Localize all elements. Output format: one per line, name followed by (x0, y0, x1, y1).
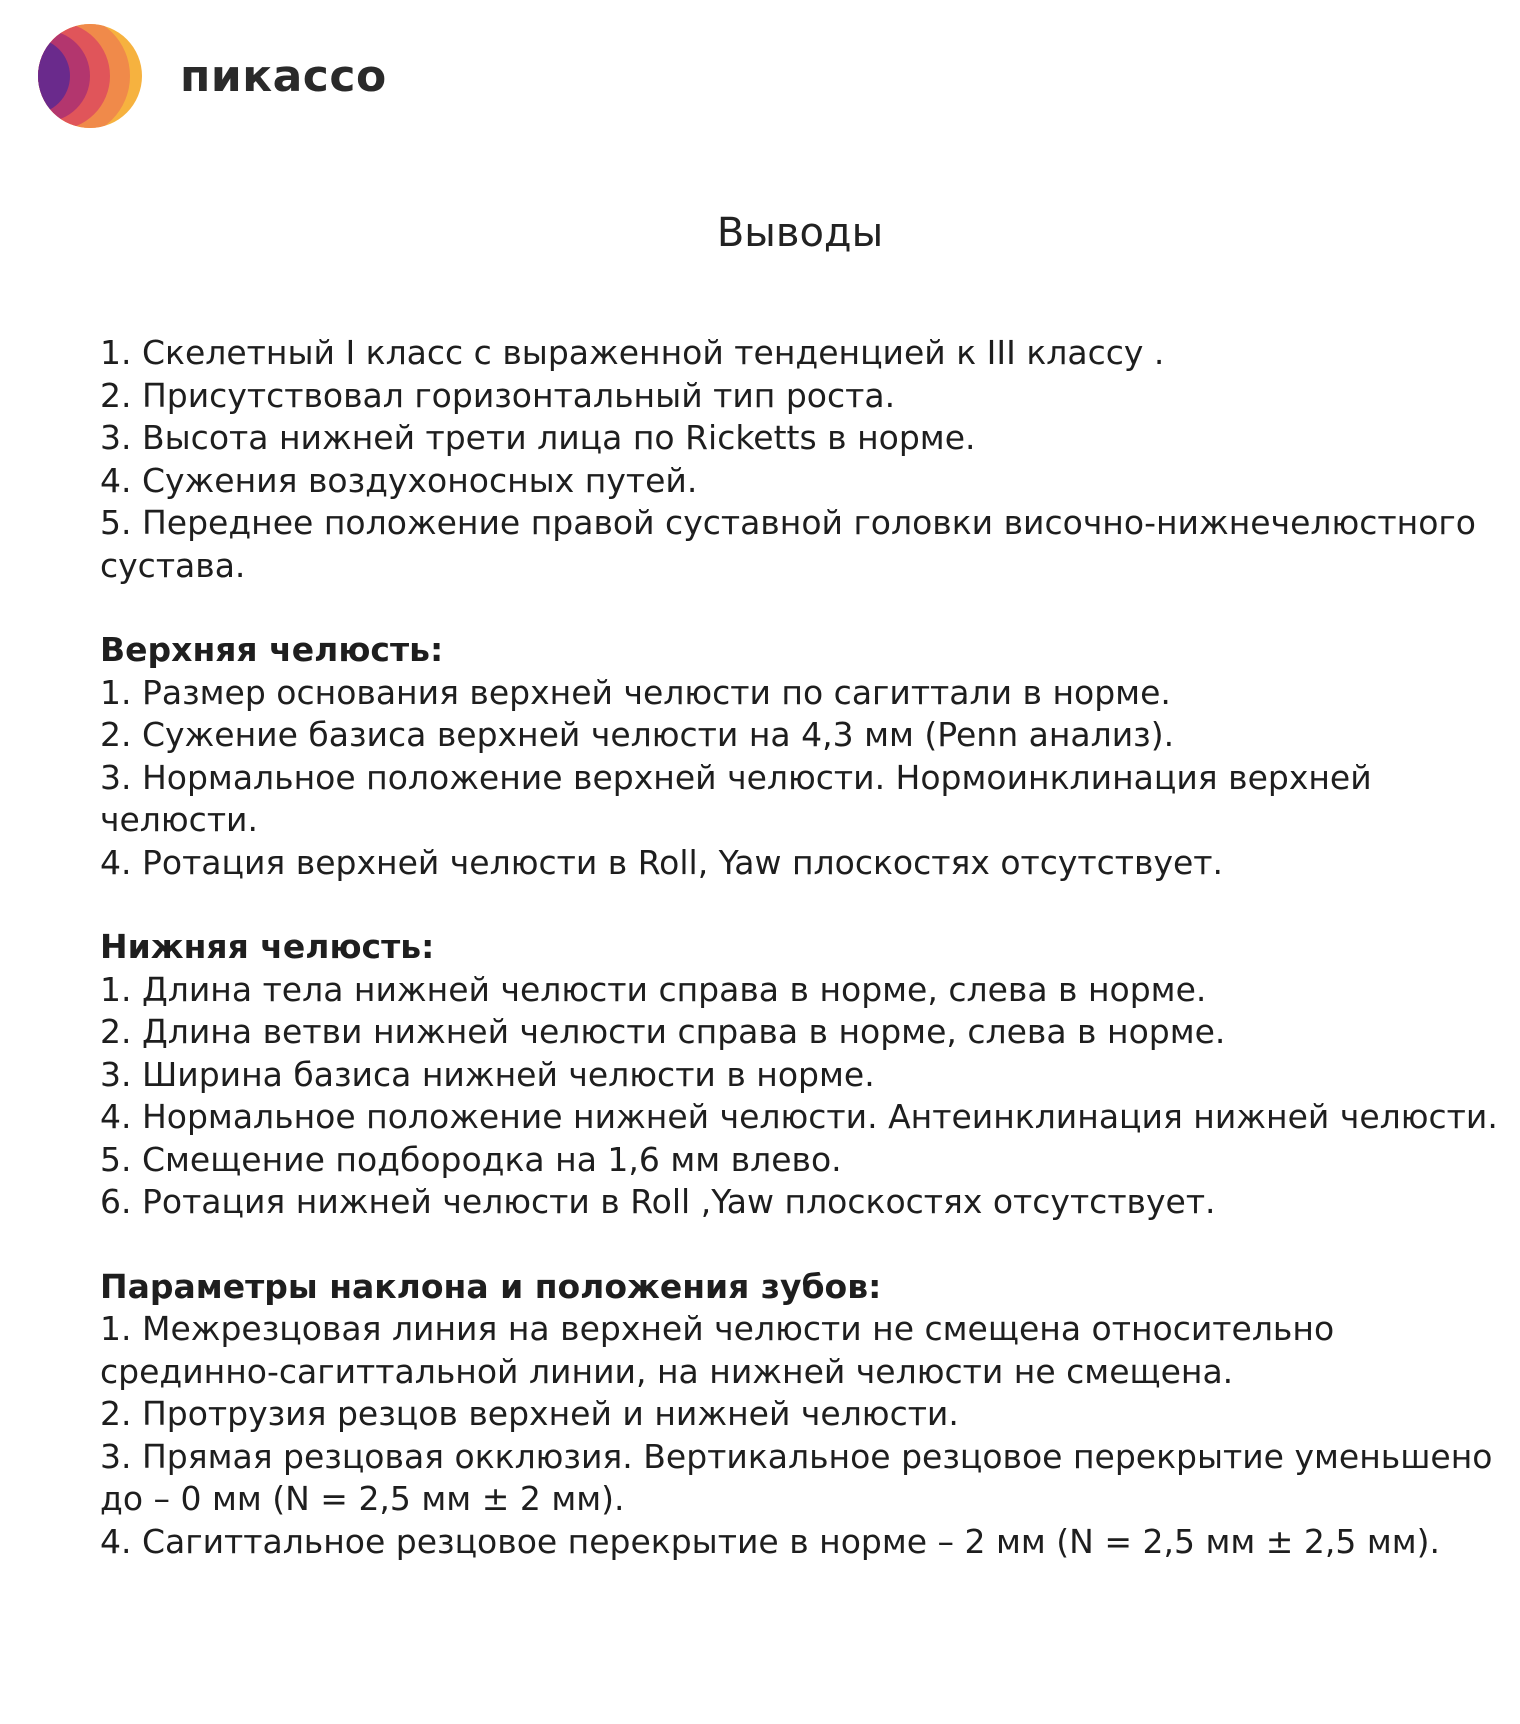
list-item: 2. Присутствовал горизонтальный тип роста. (100, 375, 896, 415)
document-body (100, 332, 1500, 1563)
list-item: 3. Высота нижней трети лица по Ricketts в норме. (100, 418, 976, 457)
teeth-section (100, 1266, 1500, 1564)
header (38, 24, 387, 128)
list-item: 3. Прямая резцовая окклюзия. Вертикальное резцовое перекрытие уменьшено до – 0 мм (N = 2,5 мм ± 2 мм). (100, 1436, 1493, 1518)
list-item: 2. Протрузия резцов верхней и нижней челюсти. (100, 1394, 959, 1433)
list-item: 4. Сужения воздухоносных путей. (100, 460, 698, 500)
list-item: 2. Длина ветви нижней челюсти справа в норме, слева в норме. (100, 1012, 1226, 1051)
teeth-list (100, 1308, 1500, 1563)
list-item: 5. Переднее положение правой суставной головки височно-нижнечелюстного сустава. (100, 503, 1476, 585)
lower-jaw-section (100, 926, 1500, 1224)
list-item: 1. Размер основания верхней челюсти по сагиттали в норме. (100, 672, 1171, 712)
brand-name: пикассо (180, 50, 387, 102)
section-heading: Верхняя челюсть: (100, 630, 444, 669)
list-item: 3. Нормальное положение верхней челюсти. Нормоинклинация верхней челюсти. (100, 757, 1372, 839)
list-item: 1. Межрезцовая линия на верхней челюсти не смещена относительно срединно-сагиттальной линии, на нижней челюсти не смещена. (100, 1309, 1335, 1391)
list-item: 1. Скелетный I класс с выраженной тенденцией к III классу . (100, 333, 1165, 372)
list-item: 4. Нормальное положение нижней челюсти. Антеинклинация нижней челюсти. (100, 1097, 1498, 1136)
list-item: 1. Длина тела нижней челюсти справа в норме, слева в норме. (100, 969, 1207, 1009)
lower-jaw-list (100, 969, 1500, 1224)
upper-jaw-section (100, 629, 1500, 884)
section-heading: Нижняя челюсть: (100, 927, 435, 966)
upper-jaw-list (100, 672, 1500, 885)
list-item: 3. Ширина базиса нижней челюсти в норме. (100, 1054, 875, 1094)
page-title: Выводы (716, 210, 884, 256)
list-item: 2. Сужение базиса верхней челюсти на 4,3 мм (Penn анализ). (100, 715, 1175, 754)
list-item: 4. Сагиттальное резцовое перекрытие в норме – 2 мм (N = 2,5 мм ± 2,5 мм). (100, 1521, 1440, 1561)
list-item: 5. Смещение подбородка на 1,6 мм влево. (100, 1139, 842, 1179)
list-item: 6. Ротация нижней челюсти в Roll ,Yaw плоскостях отсутствует. (100, 1182, 1216, 1221)
brand-logo-icon (38, 24, 142, 128)
section-heading: Параметры наклона и положения зубов: (100, 1266, 882, 1306)
conclusions-list (100, 332, 1500, 587)
list-item: 4. Ротация верхней челюсти в Roll, Yaw плоскостях отсутствует. (100, 842, 1224, 882)
